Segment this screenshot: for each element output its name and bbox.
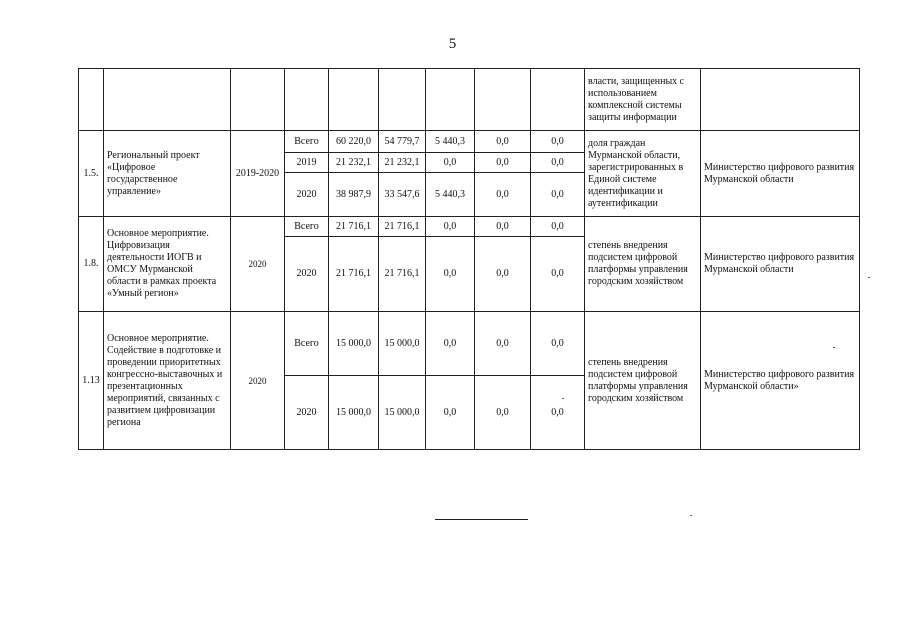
value-cell: 0,0 (426, 376, 475, 450)
cell-empty (79, 69, 104, 131)
value-cell: 21 716,1 (379, 217, 426, 237)
item-years: 2020 (231, 312, 285, 450)
value-cell: 15 000,0 (329, 376, 379, 450)
scan-speck (868, 277, 870, 278)
item-name: Основное мероприятие. Цифровизация деятельности ИОГВ и ОМСУ Мурманской области в рамках проекта «Умный регион» (104, 217, 231, 312)
value-cell: 21 716,1 (379, 237, 426, 312)
value-cell: 0,0 (426, 312, 475, 376)
value-cell: 54 779,7 (379, 131, 426, 153)
value-cell: 21 716,1 (329, 217, 379, 237)
value-cell: 0,0 (426, 217, 475, 237)
continuation-row (79, 69, 860, 131)
funding-source: 2020 (285, 376, 329, 450)
value-cell: 0,0 (475, 173, 531, 217)
value-cell: 60 220,0 (329, 131, 379, 153)
cell-empty (104, 69, 231, 131)
scan-speck (562, 398, 564, 399)
value-cell: 38 987,9 (329, 173, 379, 217)
cell-empty (475, 69, 531, 131)
value-cell: 5 440,3 (426, 131, 475, 153)
cell-empty (426, 69, 475, 131)
table-row (79, 312, 860, 376)
value-cell: 15 000,0 (379, 376, 426, 450)
scan-speck (833, 347, 835, 348)
value-cell: 0,0 (475, 312, 531, 376)
value-cell: 21 716,1 (329, 237, 379, 312)
value-cell: 0,0 (531, 131, 585, 153)
value-cell: 0,0 (475, 376, 531, 450)
item-number: 1.8. (79, 217, 104, 312)
funding-source: 2019 (285, 153, 329, 173)
value-cell: 0,0 (475, 153, 531, 173)
table-row (79, 217, 860, 237)
value-cell: 0,0 (531, 237, 585, 312)
value-cell: 0,0 (475, 237, 531, 312)
table-row (79, 131, 860, 153)
value-cell: 0,0 (475, 217, 531, 237)
responsible-cell: Министерство цифрового развития Мурманской области» (701, 312, 860, 450)
value-cell: 15 000,0 (329, 312, 379, 376)
cell-empty (231, 69, 285, 131)
funding-source: 2020 (285, 237, 329, 312)
value-cell: 0,0 (531, 173, 585, 217)
item-name: Основное мероприятие. Содействие в подготовке и проведении приоритетных конгрессно-выставочных и презентационных мероприятий, связанных с развитием цифровизации региона (104, 312, 231, 450)
funding-source: Всего (285, 312, 329, 376)
funding-source: 2020 (285, 173, 329, 217)
cell-empty (531, 69, 585, 131)
responsible-cell: Министерство цифрового развития Мурманской области (701, 217, 860, 312)
cell-empty (285, 69, 329, 131)
indicator-cell: степень внедрения подсистем цифровой платформы управления городским хозяйством (585, 217, 701, 312)
item-number: 1.13 (79, 312, 104, 450)
value-cell: 21 232,1 (379, 153, 426, 173)
cell-empty (329, 69, 379, 131)
indicator-cell: доля граждан Мурманской области, зарегистрированных в Единой системе идентификации и аутентификации (585, 131, 701, 217)
funding-source: Всего (285, 131, 329, 153)
item-years: 2020 (231, 217, 285, 312)
value-cell: 0,0 (426, 237, 475, 312)
value-cell: 0,0 (475, 131, 531, 153)
item-name: Региональный проект «Цифровое государственное управление» (104, 131, 231, 217)
item-number: 1.5. (79, 131, 104, 217)
responsible-cell: Министерство цифрового развития Мурманской области (701, 131, 860, 217)
value-cell: 5 440,3 (426, 173, 475, 217)
funding-source: Всего (285, 217, 329, 237)
value-cell: 15 000,0 (379, 312, 426, 376)
value-cell: 0,0 (531, 217, 585, 237)
item-years: 2019-2020 (231, 131, 285, 217)
cell-empty (379, 69, 426, 131)
value-cell: 21 232,1 (329, 153, 379, 173)
value-cell: 0,0 (531, 376, 585, 450)
value-cell: 0,0 (531, 312, 585, 376)
footer-rule (435, 519, 528, 520)
cell-empty (701, 69, 860, 131)
program-table (78, 68, 860, 450)
value-cell: 33 547,6 (379, 173, 426, 217)
indicator-cell: власти, защищенных с использованием комплексной системы защиты информации (585, 69, 701, 131)
value-cell: 0,0 (426, 153, 475, 173)
indicator-cell: степень внедрения подсистем цифровой платформы управления городским хозяйством (585, 312, 701, 450)
scan-speck (690, 515, 692, 516)
page-number: 5 (448, 36, 457, 52)
value-cell: 0,0 (531, 153, 585, 173)
